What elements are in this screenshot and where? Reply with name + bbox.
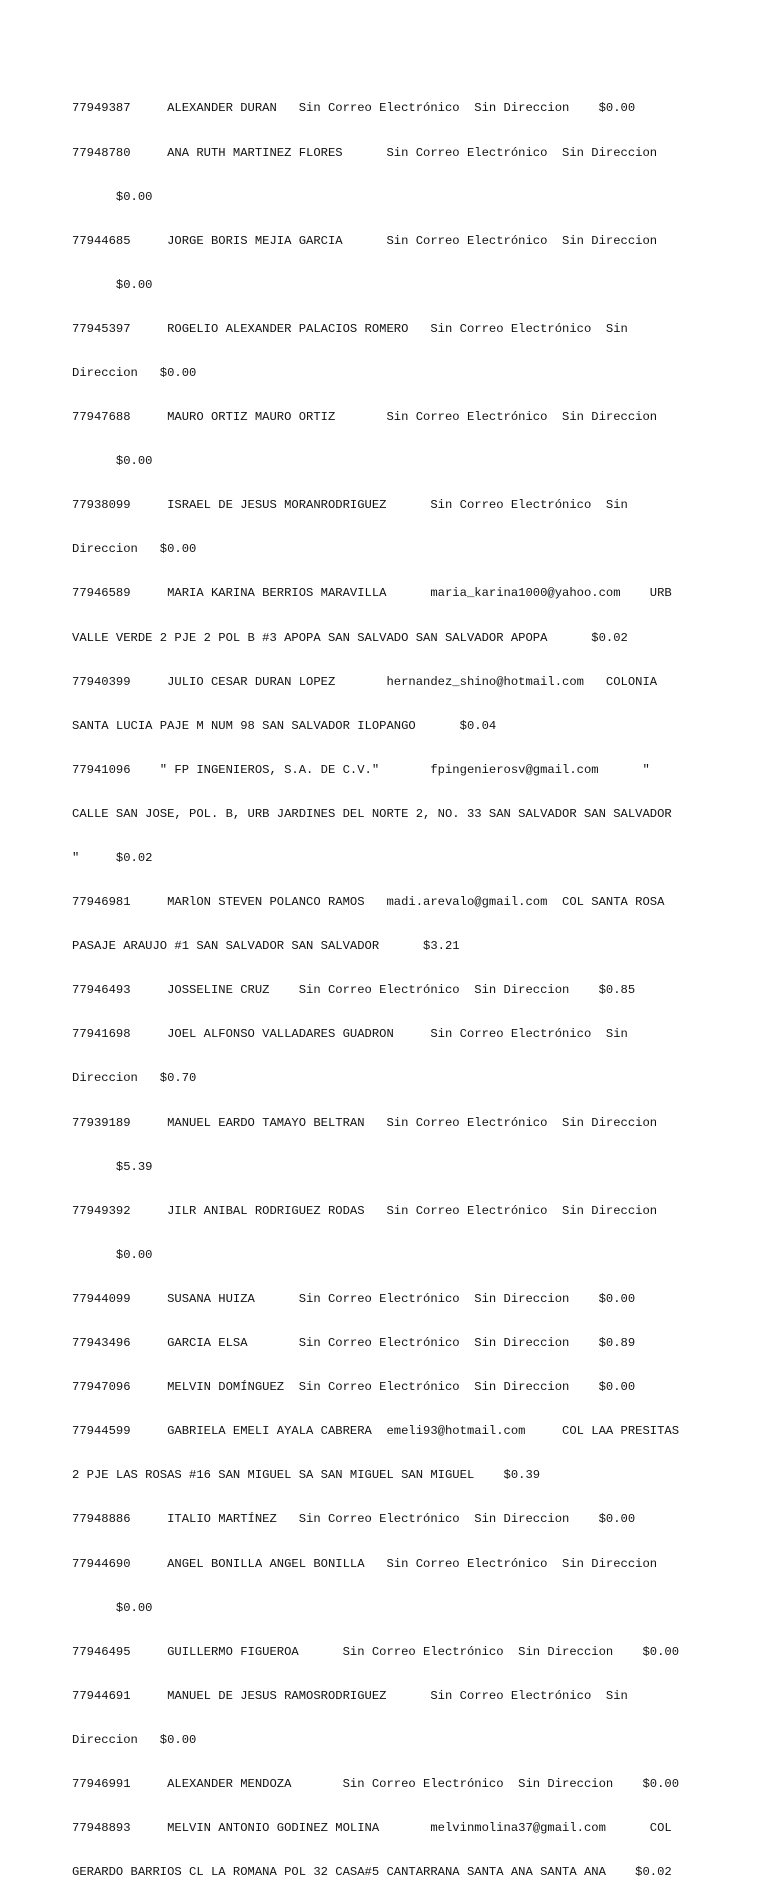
text-line: CALLE SAN JOSE, POL. B, URB JARDINES DEL NORTE 2, NO. 33 SAN SALVADOR SAN SALVADOR [72, 806, 672, 821]
text-line: 77948780 ANA RUTH MARTINEZ FLORES Sin Correo Electrónico Sin Direccion [72, 145, 658, 160]
text-line: 77945397 ROGELIO ALEXANDER PALACIOS ROMERO Sin Correo Electrónico Sin [72, 321, 628, 336]
text-line: $0.00 [72, 1247, 153, 1262]
text-line: $0.00 [72, 1600, 153, 1615]
text-line: 77949387 ALEXANDER DURAN Sin Correo Electrónico Sin Direccion $0.00 [72, 101, 636, 116]
text-line: 77943496 GARCIA ELSA Sin Correo Electrónico Sin Direccion $0.89 [72, 1336, 636, 1351]
text-line: GERARDO BARRIOS CL LA ROMANA POL 32 CASA#5 CANTARRANA SANTA ANA SANTA ANA $0.02 [72, 1865, 672, 1880]
text-line: 77947688 MAURO ORTIZ MAURO ORTIZ Sin Correo Electrónico Sin Direccion [72, 410, 658, 425]
text-line: 77944099 SUSANA HUIZA Sin Correo Electrónico Sin Direccion $0.00 [72, 1291, 636, 1306]
text-line: 77948893 MELVIN ANTONIO GODINEZ MOLINA melvinmolina37@gmail.com COL [72, 1821, 672, 1836]
text-line: 77939189 MANUEL EARDO TAMAYO BELTRAN Sin Correo Electrónico Sin Direccion [72, 1115, 658, 1130]
text-line: Direccion $0.70 [72, 1071, 197, 1086]
text-line: 77941096 " FP INGENIEROS, S.A. DE C.V." fpingenierosv@gmail.com " [72, 762, 650, 777]
text-line: 77944690 ANGEL BONILLA ANGEL BONILLA Sin Correo Electrónico Sin Direccion [72, 1556, 658, 1571]
text-line: $0.00 [72, 454, 153, 469]
text-line: 77948886 ITALIO MARTÍNEZ Sin Correo Electrónico Sin Direccion $0.00 [72, 1512, 636, 1527]
text-line: " $0.02 [72, 851, 153, 865]
text-line: 77941698 JOEL ALFONSO VALLADARES GUADRON Sin Correo Electrónico Sin [72, 1027, 628, 1042]
text-line: 77944685 JORGE BORIS MEJIA GARCIA Sin Correo Electrónico Sin Direccion [72, 233, 658, 248]
text-line: 77938099 ISRAEL DE JESUS MORANRODRIGUEZ Sin Correo Electrónico Sin [72, 498, 628, 513]
text-line: 77940399 JULIO CESAR DURAN LOPEZ hernandez_shino@hotmail.com COLONIA [72, 674, 658, 689]
text-line: $0.00 [72, 189, 153, 204]
text-line: 77944691 MANUEL DE JESUS RAMOSRODRIGUEZ Sin Correo Electrónico Sin [72, 1688, 628, 1703]
text-line: 77946589 MARIA KARINA BERRIOS MARAVILLA maria_karina1000@yahoo.com URB [72, 586, 672, 601]
text-line: $5.39 [72, 1159, 153, 1174]
text-line: 77946493 JOSSELINE CRUZ Sin Correo Electrónico Sin Direccion $0.85 [72, 983, 636, 998]
text-line: 77946991 ALEXANDER MENDOZA Sin Correo Electrónico Sin Direccion $0.00 [72, 1776, 680, 1791]
document-body [72, 72, 696, 1895]
text-line: Direccion $0.00 [72, 1732, 197, 1747]
text-line: 77947096 MELVIN DOMÍNGUEZ Sin Correo Electrónico Sin Direccion $0.00 [72, 1380, 636, 1395]
text-line: 2 PJE LAS ROSAS #16 SAN MIGUEL SA SAN MIGUEL SAN MIGUEL $0.39 [72, 1468, 541, 1483]
text-line: PASAJE ARAUJO #1 SAN SALVADOR SAN SALVADOR $3.21 [72, 939, 460, 954]
text-line: 77946495 GUILLERMO FIGUEROA Sin Correo Electrónico Sin Direccion $0.00 [72, 1644, 680, 1659]
text-line: Direccion $0.00 [72, 542, 197, 557]
text-line: 77949392 JILR ANIBAL RODRIGUEZ RODAS Sin Correo Electrónico Sin Direccion [72, 1203, 658, 1218]
text-line: 77944599 GABRIELA EMELI AYALA CABRERA emeli93@hotmail.com COL LAA PRESITAS [72, 1424, 680, 1439]
text-line: SANTA LUCIA PAJE M NUM 98 SAN SALVADOR ILOPANGO $0.04 [72, 718, 497, 733]
text-line: VALLE VERDE 2 PJE 2 POL B #3 APOPA SAN SALVADO SAN SALVADOR APOPA $0.02 [72, 630, 628, 645]
text-line: 77946981 MARlON STEVEN POLANCO RAMOS madi.arevalo@gmail.com COL SANTA ROSA [72, 895, 665, 910]
text-line: Direccion $0.00 [72, 365, 197, 380]
text-line: $0.00 [72, 277, 153, 292]
